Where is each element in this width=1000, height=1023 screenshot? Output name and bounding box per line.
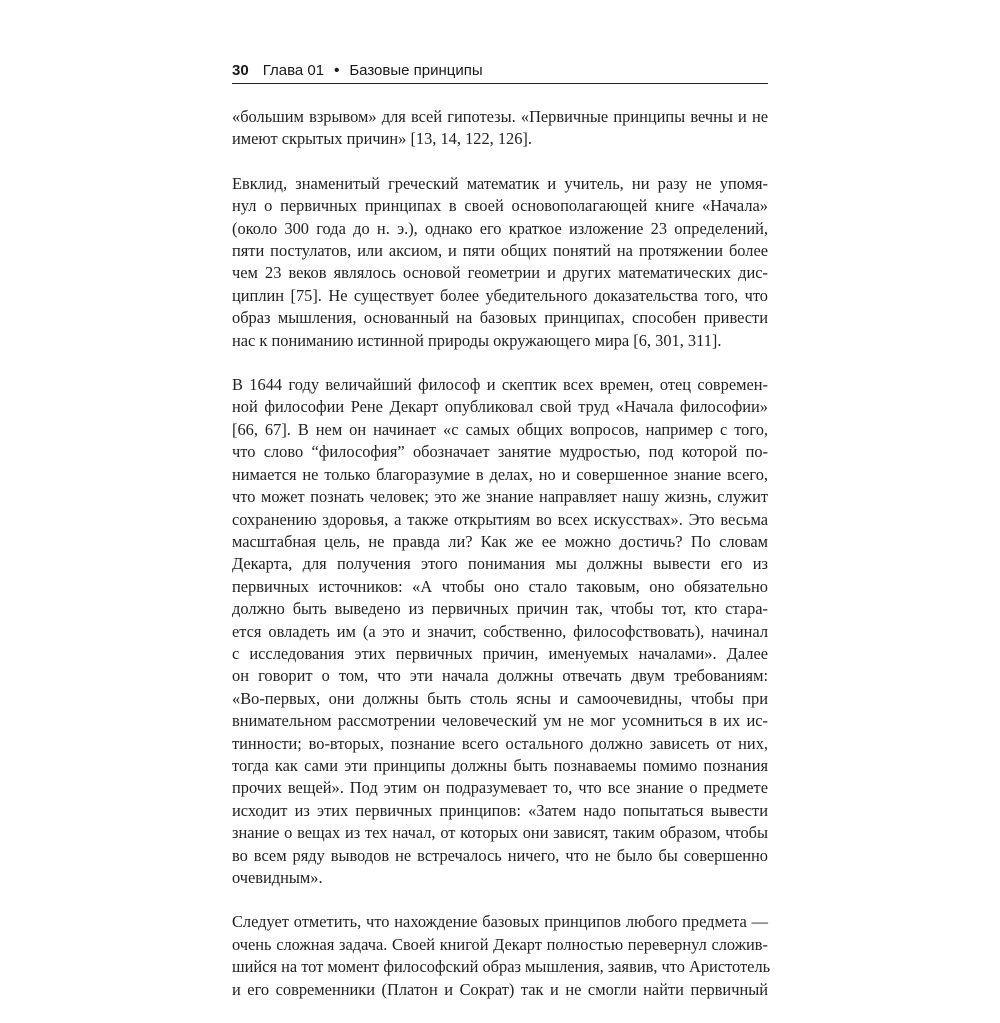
paragraph [232, 173, 768, 352]
text-line: имеют скрытых причин» [13, 14, 122, 126]. [232, 129, 532, 149]
text-line: Декарта, для получения этого понимания мы должны вывести его из [232, 554, 768, 574]
body-text [232, 106, 771, 1001]
text-line: внимательном рассмотрении человеческий ум не мог усомниться в их ис- [232, 711, 768, 731]
paragraph [232, 106, 768, 151]
text-line: что слово “философия” обозначает занятие мудростью, под которой по- [232, 442, 768, 462]
text-line: масштабная цель, не правда ли? Как же ее можно достичь? По словам [232, 531, 768, 551]
text-line: Евклид, знаменитый греческий математик и учитель, ни разу не упомя- [232, 173, 768, 193]
text-line: очевидным». [232, 868, 323, 887]
text-line: шийся на тот момент философский образ мышления, заявив, что Аристотель [232, 957, 771, 977]
text-line: что может познать человек; это же знание направляет нашу жизнь, служит [232, 487, 768, 507]
text-line: образ мышления, основанный на базовых принципах, способен привести [232, 308, 768, 328]
text-line: Следует отметить, что нахождение базовых принципов любого предмета — [232, 912, 768, 932]
text-line: во всем ряду выводов не встречалось ничего, что не было бы совершенно [232, 845, 768, 865]
paragraph [232, 374, 768, 889]
text-line: циплин [75]. Не существует более убедительного доказательства того, что [232, 285, 768, 305]
text-line: очень сложная задача. Своей книгой Декарт полностью перевернул сложив- [232, 934, 768, 954]
text-line: и его современники (Платон и Сократ) так и не смогли найти первичный [232, 979, 768, 999]
text-line: «большим взрывом» для всей гипотезы. «Первичные принципы вечны и не [232, 107, 768, 126]
text-line: чем 23 веков являлось основой геометрии и других математических дис- [232, 263, 768, 283]
running-header [232, 62, 768, 84]
text-line: он говорит о том, что эти начала должны отвечать двум требованиям: [232, 666, 768, 686]
text-line: знание о вещах из тех начал, от которых они зависят, таким образом, чтобы [232, 823, 768, 843]
text-line: нул о первичных принципах в своей основополагающей книге «Начала» [232, 196, 768, 216]
text-line: тогда как сами эти принципы должны быть познаваемы помимо познания [232, 755, 768, 775]
text-line: исходит из этих первичных принципов: «Затем надо попытаться вывести [232, 800, 768, 820]
text-line: «Во-первых, они должны быть столь ясны и самоочевидны, чтобы при [232, 688, 768, 708]
text-line: пяти постулатов, или аксиом, и пяти общих понятий на протяжении более [232, 241, 768, 261]
text-line: (около 300 года до н. э.), однако его краткое изложение 23 определений, [232, 218, 768, 238]
text-line: ется овладеть им (а это и значит, собственно, философствовать), начинал [232, 621, 768, 641]
text-line: прочих вещей». Под этим он подразумевает то, что все знание о предмете [232, 778, 768, 798]
book-page [232, 62, 771, 1023]
text-line: с исследования этих первичных причин, именуемых началами». Далее [232, 643, 768, 663]
chapter-label: Глава 01 [262, 62, 325, 79]
text-line: нас к пониманию истинной природы окружающего мира [6, 301, 311]. [232, 330, 722, 350]
header-separator: • [334, 62, 340, 79]
text-line: нимается не только благоразумие в делах, но и совершенное знание всего, [232, 464, 768, 484]
text-line: ной философии Рене Декарт опубликовал свой труд «Начала философии» [232, 397, 768, 417]
text-line: тинности; во-вторых, познание всего остального должно зависеть от них, [232, 733, 768, 753]
text-line: [66, 67]. В нем он начинает «с самых общих вопросов, например с того, [232, 419, 768, 439]
text-line: первичных источников: «А чтобы оно стало таковым, оно обязательно [232, 576, 768, 596]
page-number: 30 [232, 62, 249, 79]
text-line: сохранению здоровья, а также открытиям во всех искусствах». Это весьма [232, 509, 768, 529]
section-title: Базовые принципы [349, 62, 483, 79]
text-line: должно быть выведено из первичных причин так, чтобы тот, кто стара- [232, 599, 768, 619]
paragraph [232, 911, 771, 1001]
text-line: В 1644 году величайший философ и скептик всех времен, отец современ- [232, 375, 768, 395]
